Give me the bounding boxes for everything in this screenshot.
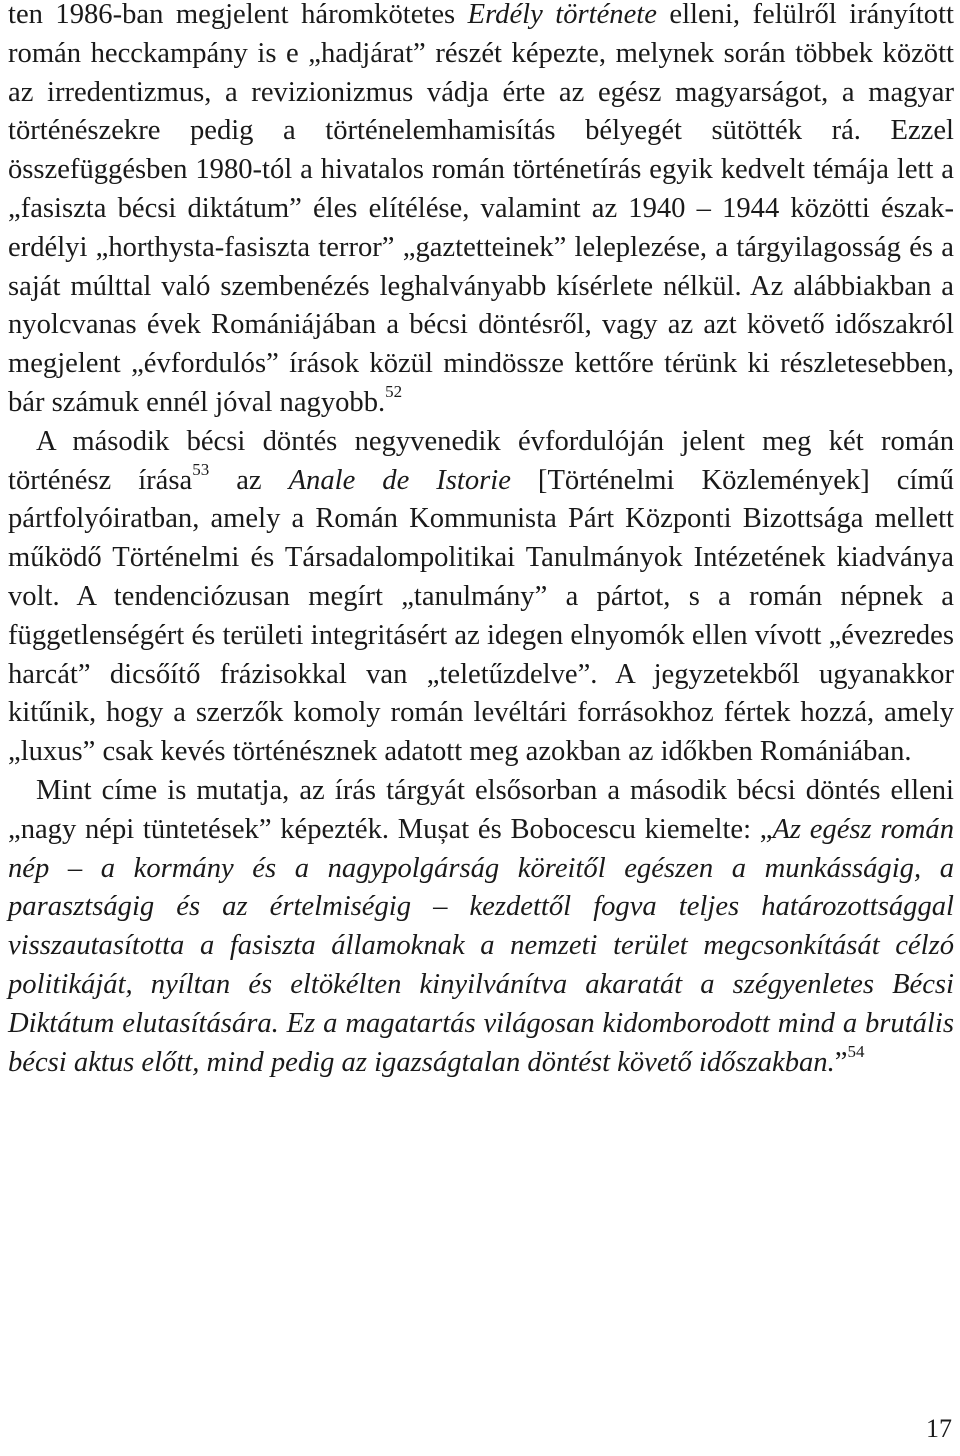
text-run: az (209, 464, 289, 496)
text-run: ten 1986-ban megjelent háromkötetes (8, 0, 468, 30)
italic-text: Az egész román nép – a kormány és a nagypolgárság köreitől egészen a munkásságig, a parasztságig és az értelmiségig – kezdettől fogva teljes határozottsággal visszautasította a fasiszta államoknak a nemzeti terület megcsonkítását célzó politikáját, nyíltan és eltökélten kinyilvánítva akaratát a szégyenletes Bécsi Diktátum elutasítására. Ez a magatartás világosan kidomborodott mind a brutális bécsi aktus előtt, mind pedig az igazságtalan döntést követő időszakban. (8, 813, 955, 1078)
page-body (8, 0, 954, 1082)
footnote-marker: 52 (385, 382, 403, 402)
text-run: ” (834, 1046, 848, 1078)
text-run: elleni, felülről irányított román hecckampány is e „hadjárat” részét képezte, melynek során többek között az irredentizmus, a revizionizmus vádja érte az egész magyarságot, a magyar történészekre pedig a történelemhamisítás bélyegét sütötték rá. Ezzel összefüggésben 1980-tól a hivatalos román történetírás egyik kedvelt témája lett a „fasiszta bécsi diktátum” éles elítélése, valamint az 1940 – 1944 közötti észak-erdélyi „horthysta-fasiszta terror” „gaztetteinek” leleplezése, a tárgyilagosság és a saját múlttal való szembenézés leghalványabb kísérlete nélkül. Az alábbiakban a nyolcvanas évek Romániájában a bécsi döntésről, vagy az azt követő időszakról megjelent „évfordulós” írások közül mindössze kettőre térünk ki részletesebben, bár számuk ennél jóval nagyobb. (8, 0, 954, 418)
paragraph-3 (8, 772, 954, 1082)
text-run: Mint címe is mutatja, az írás tárgyát elsősorban a második bécsi döntés elleni „nagy népi tüntetések” képezték. Mușat és Bobocescu kiemelte: „ (8, 774, 954, 845)
text-run: A második bécsi döntés negyvenedik évfordulóján jelent meg két román történész írása (8, 425, 954, 496)
italic-text: Anale de Istorie (288, 464, 511, 496)
page-number: 17 (926, 1414, 952, 1443)
footnote-marker: 54 (847, 1041, 865, 1061)
paragraph-2 (8, 423, 954, 772)
paragraph-1 (8, 0, 954, 423)
italic-text: Erdély története (467, 0, 657, 30)
footnote-marker: 53 (192, 460, 210, 480)
text-run: [Történelmi Közlemények] című pártfolyóiratban, amely a Román Kommunista Párt Központi Bizottsága mellett működő Történelmi és Társadalompolitikai Tanulmányok Intézetének kiadványa volt. A tendenciózusan megírt „tanulmány” a pártot, s a román népnek a függetlenségért és területi integritásért az idegen elnyomók ellen vívott „évezredes harcát” dicsőítő frázisokkal van „teletűzdelve”. A jegyzetekből ugyanakkor kitűnik, hogy a szerzők komoly román levéltári forrásokhoz fértek hozzá, amely „luxus” csak kevés történésznek adatott meg azokban az időkben Romániában. (8, 464, 954, 768)
